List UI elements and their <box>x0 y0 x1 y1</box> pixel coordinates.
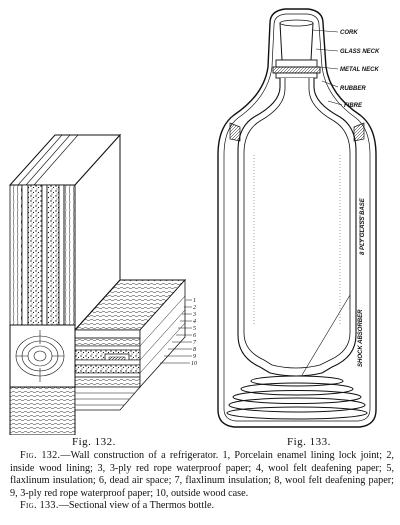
cork <box>280 23 313 60</box>
label-glass-neck: GLASS NECK <box>340 49 380 55</box>
callout-1: 1 <box>193 298 196 304</box>
caption-fig-132 <box>10 450 394 500</box>
caption-133-text: —Sectional view of a Thermos bottle. <box>58 500 215 512</box>
label-glass-base: 8 PLY GLASS BASE <box>360 198 366 255</box>
callout-7: 7 <box>193 340 196 346</box>
glass-flask <box>238 78 356 376</box>
callout-10: 10 <box>191 361 197 367</box>
figure-132-label: Fig. 132. <box>72 436 116 448</box>
callout-6: 6 <box>193 333 196 339</box>
caption-132-prefix: Fig. 132. <box>20 450 61 461</box>
callout-4: 4 <box>193 319 196 325</box>
thermos-bottle-section-illustration <box>210 5 395 435</box>
label-rubber: RUBBER <box>340 86 366 92</box>
captions <box>10 450 394 513</box>
callout-3: 3 <box>193 312 196 318</box>
caption-133-prefix: Fig. 133. <box>20 500 59 512</box>
caption-fig-133 <box>10 500 394 513</box>
caption-132-text: —Wall construction of a refrigerator. 1, Porcelain enamel lining lock joint; 2, inside wood lining; 3, 3-ply red rope waterproof paper; 4, wool felt deafening paper; 5, flaxlinum insulation; 6, dead air space; 7, flaxlinum insulation; 8, wool felt deafening paper; 9, 3-ply red rope waterproof paper; 10, outside wood case. <box>10 450 394 499</box>
label-metal-neck: METAL NECK <box>340 67 379 73</box>
figure-133-label: Fig. 133. <box>287 436 331 448</box>
callout-5: 5 <box>193 326 196 332</box>
label-fibre: FIBRE <box>344 103 362 109</box>
callout-2: 2 <box>193 305 196 311</box>
label-cork: CORK <box>340 30 358 36</box>
refrigerator-wall-section-illustration <box>0 130 205 435</box>
callout-9: 9 <box>193 354 196 360</box>
label-shock-absorber: SHOCK ABSORBER <box>358 309 364 367</box>
callout-8: 8 <box>193 347 196 353</box>
